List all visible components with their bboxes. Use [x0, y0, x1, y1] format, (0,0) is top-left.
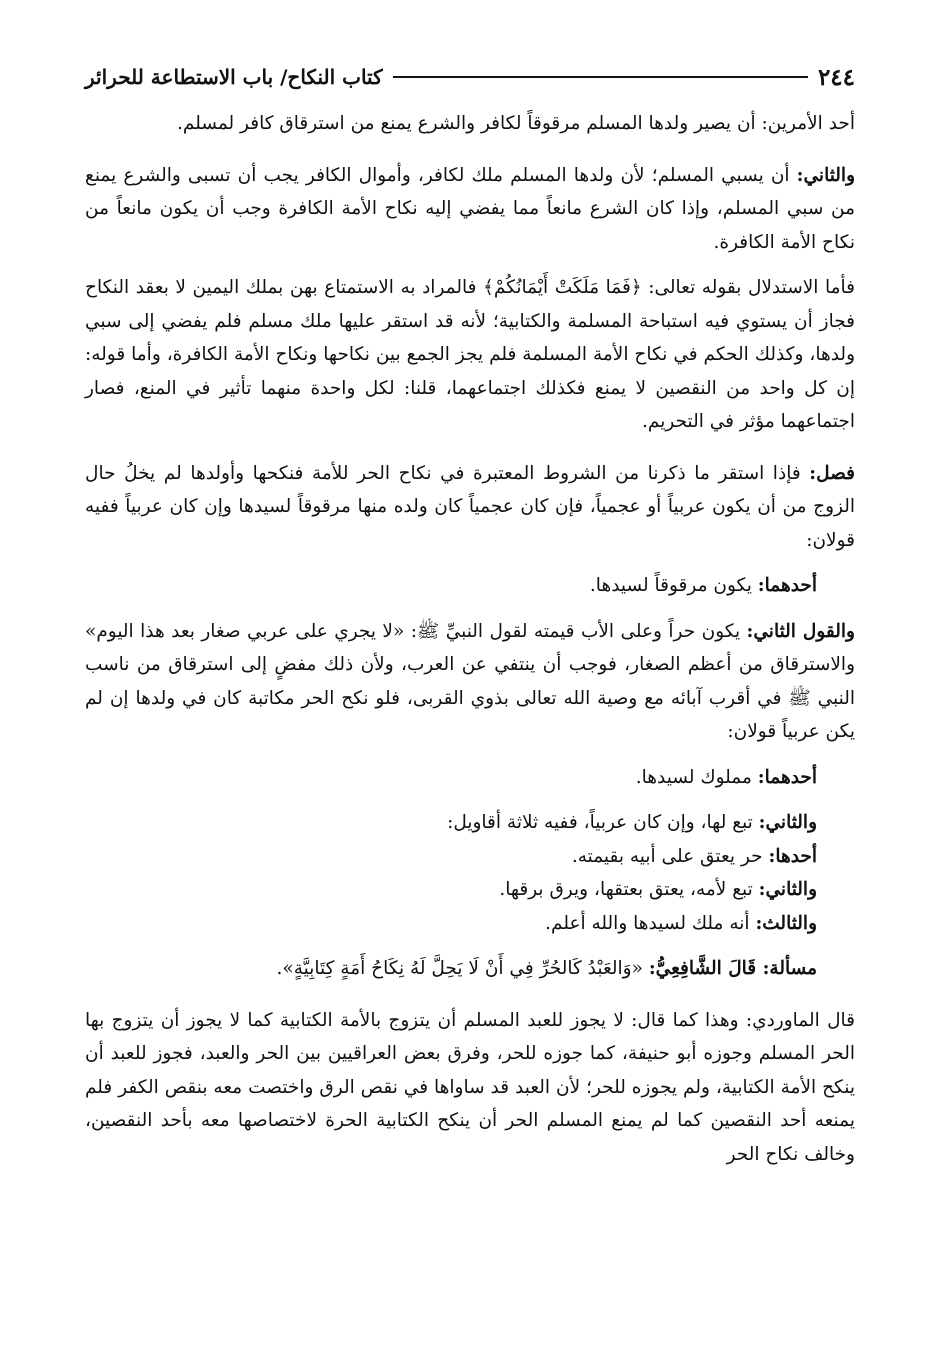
paragraph-fasl: فصل: فإذا استقر ما ذكرنا من الشروط المعتبرة في نكاح الحر للأمة فنكحها وأولدها لم يخلُ حال الزوج من أن يكون عربياً أو عجمياً، فإن كان عجمياً كان ولده منها مرقوقاً لسيدها وإن كان عربياً ففيه قولان: [85, 462, 855, 551]
book-page [85, 55, 855, 1171]
paragraph-first-opinion: أحدهما: يكون مرقوقاً لسيدها. [589, 575, 817, 596]
paragraph-item-1: أحدهما: مملوك لسيدها. [635, 766, 817, 788]
paragraph-sub-3: والثالث: أنه ملك لسيدها والله أعلم. [545, 912, 817, 934]
paragraph-mawardi: قال الماوردي: وهذا كما قال: لا يجوز للعبد المسلم أن يتزوج بالأمة الكتابية كما لا يجوز أن يتزوج بها الحر المسلم وجوزه أبو حنيفة، كما جوزه للحر، وفرق بعض العراقيين بين الحر والعبد، فجوز للعبد أن ينكح الأمة الكتابية، ولم يجوزه للحر؛ لأن العبد قد ساواها في نقص الرق واختصت معه بنقص الكفر فلم يمنعه أحد النقصين كما لم يمنع المسلم الحر أن ينكح الكتابية الحرة لاختصاصها معه بأحد النقصين، وخالف نكاح الحر [85, 1009, 855, 1165]
page-number: ٢٤٤ [817, 63, 855, 91]
paragraph-2: والثاني: أن يسبي المسلم؛ لأن ولدها المسلم ملك لكافر، وأموال الكافر يجب أن تسبى والشرع يمنع من سبي المسلم، وإذا كان الشرع مانعاً مما يفضي إليه نكاح الأمة الكافرة وجب أن يكون مانعاً من نكاح الأمة الكافرة. [85, 164, 855, 253]
paragraph-3: فأما الاستدلال بقوله تعالى: ﴿فَمَا مَلَكَتْ أَيْمَانُكُمْ﴾ فالمراد به الاستمتاع بهن بملك اليمين لا بعقد النكاح فجاز أن يستوي فيه استباحة المسلمة والكتابية؛ لأنه قد استقر عليها ملك مسلم فلم يفضي إلى سبي ولدها، وكذلك الحكم في نكاح الأمة المسلمة فلم يجز الجمع بين نكاحها ونكاح الأمة الكافرة، وأما قوله: إن كل واحد من النقصين لا يمنع فكذلك اجتماعهما، قلنا: لكل واحدة منهما تأثير في المنع، فصار اجتماعهما مؤثر في التحريم. [85, 277, 855, 432]
page-header [85, 55, 855, 99]
running-title: كتاب النكاح/ باب الاستطاعة للحرائر [85, 65, 383, 89]
paragraph-sub-1: أحدها: حر يعتق على أبيه بقيمته. [571, 845, 817, 867]
paragraph-item-2: والثاني: تبع لها، وإن كان عربياً، ففيه ثلاثة أقاويل: [447, 812, 817, 833]
paragraph-1: أحد الأمرين: أن يصير ولدها المسلم مرقوقاً لكافر والشرع يمنع من استرقاق كافر لمسلم. [177, 113, 855, 134]
page-body [85, 107, 855, 1171]
paragraph-second-opinion: والقول الثاني: يكون حراً وعلى الأب قيمته لقول النبيِّ ﷺ: «لا يجري على عربي صغار بعد هذا اليوم» والاسترقاق من أعظم الصغار، فوجب أن ينتفي عن العرب، ولأن ذلك مفضٍ إلى استرقاق من ناسب النبي ﷺ في أقرب آبائه مع وصية الله تعالى بذوي القربى، فلو نكح الحر مكاتبة كان في ولدها إن لم يكن عربياً قولان: [85, 620, 856, 742]
paragraph-masala: مسألة: قَالَ الشَّافِعِيُّ: «وَالعَبْدُ كَالحُرِّ فِي أَنْ لَا يَحِلَّ لَهُ نِكَاحُ أَمَةٍ كِتَابِيَّةٍ». [276, 958, 817, 979]
paragraph-sub-2: والثاني: تبع لأمه، يعتق بعتقها، ويرق برقها. [499, 879, 817, 900]
header-rule [393, 76, 808, 78]
